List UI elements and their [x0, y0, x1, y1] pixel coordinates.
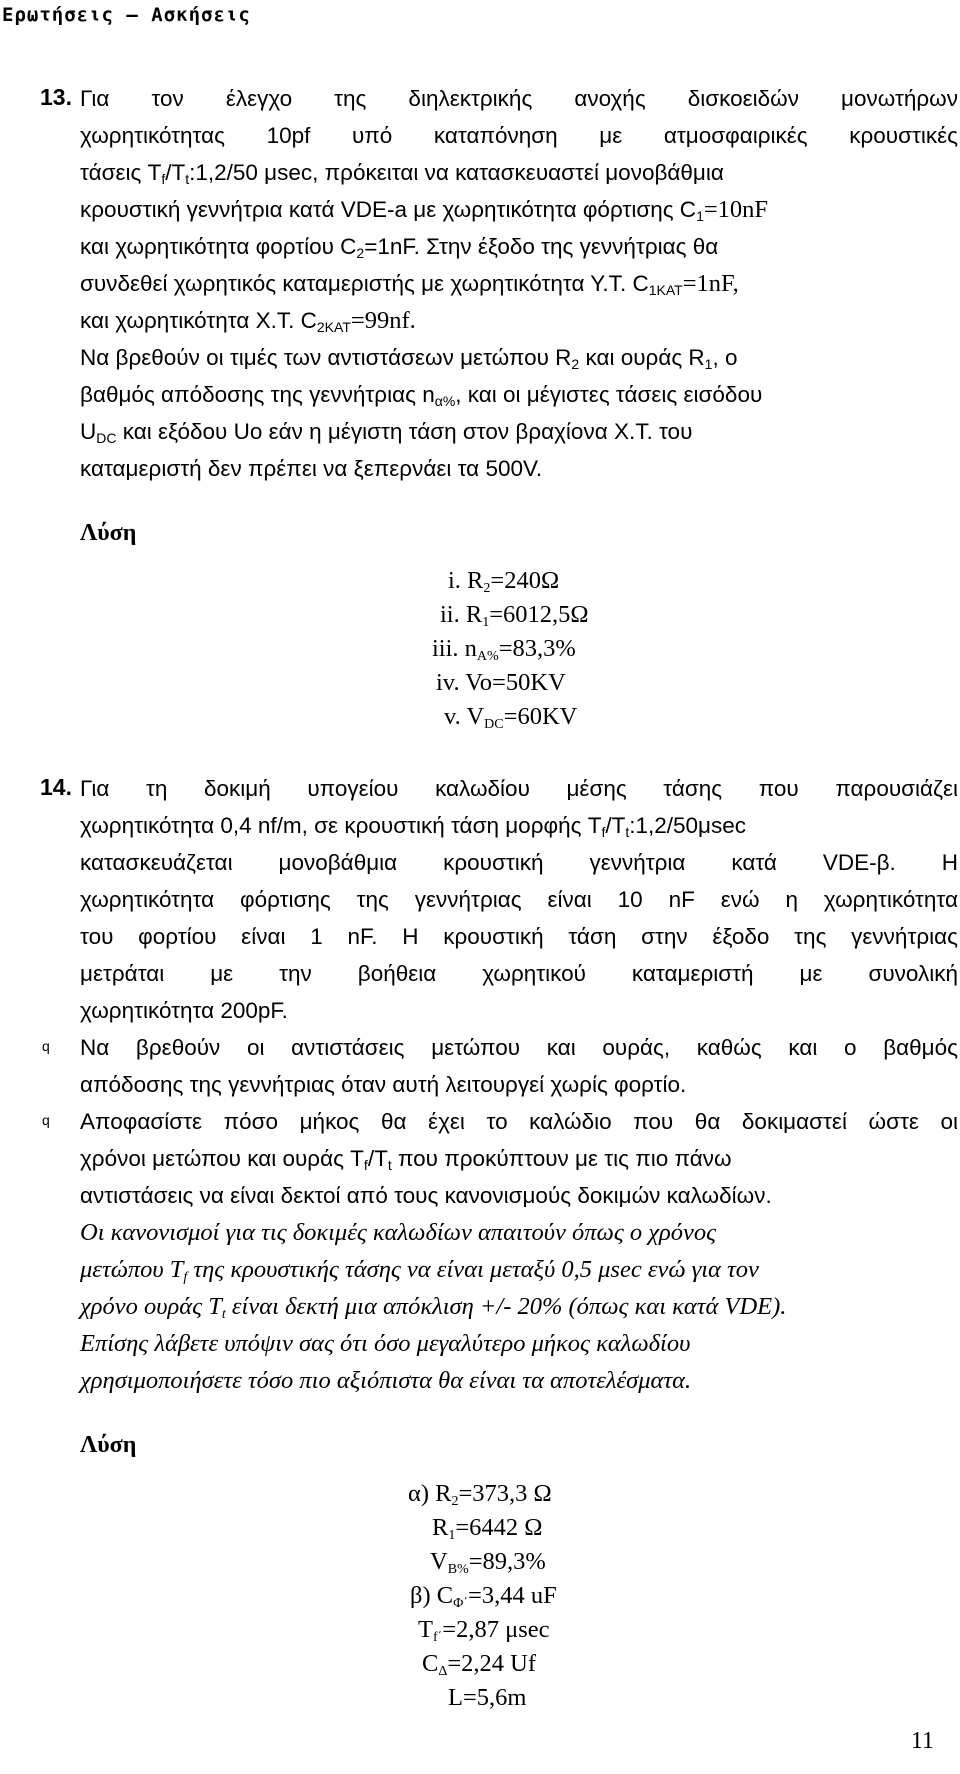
q14-answer-6: $C_\Delta=2,24$ Uf — [422, 1650, 537, 1679]
q14-bullet-2-line-1: Αποφασίστε πόσο μήκος θα έχει το καλώδιο που θα δοκιμαστεί ώστε οι — [80, 1109, 958, 1134]
q13-solution-heading: Λύση — [80, 520, 137, 546]
q14-line-7: χωρητικότητα 200pF. — [80, 998, 288, 1023]
q13-line-3: τάσεις $T_f/T_t:1,2/50$ μsec, πρόκειται να κατασκευαστεί μονοβάθμια — [80, 160, 724, 187]
question-14-number: 14. — [40, 774, 72, 800]
q13-line-11: καταμεριστή δεν πρέπει να ξεπερνάει τα 500V. — [80, 456, 543, 481]
q13-answer-5: v. $V_{DC}=60KV$ — [444, 703, 578, 732]
q14-note-line-1: Οι κανονισμοί για τις δοκιμές καλωδίων απαιτούν όπως ο χρόνος — [80, 1219, 717, 1246]
q14-line-4: χωρητικότητα φόρτισης της γεννήτριας είναι 10 nF ενώ η χωρητικότητα — [80, 887, 958, 912]
q13-line-5: και χωρητικότητα φορτίου $C_2=1nF$. Στην έξοδο της γεννήτριας θα — [80, 234, 719, 261]
q14-line-5: του φορτίου είναι 1 nF. Η κρουστική τάση στην έξοδο της γεννήτριας — [80, 924, 958, 949]
q14-note-line-4: Επίσης λάβετε υπόψιν σας ότι όσο μεγαλύτερο μήκος καλωδίου — [80, 1330, 691, 1357]
q14-solution-heading: Λύση — [80, 1432, 137, 1458]
q14-line-2: χωρητικότητα 0,4 nf/m, σε κρουστική τάση μορφής $T_f/T_t:1,2/50\mu\sec$ — [80, 813, 747, 840]
question-13-number: 13. — [40, 84, 72, 110]
q13-line-10: $U_{DC}$ και εξόδου Uo εάν η μέγιστη τάση στον βραχίονα Χ.Τ. του — [80, 419, 693, 446]
q14-line-6: μετράται με την βοήθεια χωρητικού καταμεριστή με συνολική — [80, 961, 958, 986]
q13-line-2: χωρητικότητας 10pf υπό καταπόνηση με ατμοσφαιρικές κρουστικές — [80, 123, 958, 148]
q13-line-4: κρουστική γεννήτρια κατά VDE-a με χωρητικότητα φόρτισης $C_1=10nF$ — [80, 196, 769, 224]
q14-answer-7: L=5,6m — [448, 1684, 527, 1711]
q14-note-line-2: μετώπου $T_f$ της κρουστικής τάσης να είναι μεταξύ 0,5 μsec ενώ για τον — [80, 1256, 759, 1285]
q14-line-1: Για τη δοκιμή υπογείου καλωδίου μέσης τάσης που παρουσιάζει — [80, 776, 958, 801]
page-number: 11 — [910, 1728, 934, 1754]
q13-line-6: συνδεθεί χωρητικός καταμεριστής με χωρητικότητα Υ.Τ. $C_{1KAT}=1nF$, — [80, 270, 739, 298]
q14-bullet-2-line-2: χρόνοι μετώπου και ουράς $T_f/T_t$ που προκύπτουν με τις πιο πάνω — [80, 1146, 732, 1173]
bullet-marker-2: q — [42, 1112, 50, 1128]
q13-line-9: βαθμός απόδοσης της γεννήτριας $n_{\alpha\%}$, και οι μέγιστες τάσεις εισόδου — [80, 382, 763, 409]
q13-answer-4: iv. Vo=50KV — [436, 669, 566, 696]
running-header: Ερωτήσεις – Ασκήσεις — [2, 4, 251, 26]
q14-bullet-1-line-1: Να βρεθούν οι αντιστάσεις μετώπου και ουράς, καθώς και ο βαθμός — [80, 1035, 958, 1060]
q14-bullet-1-line-2: απόδοσης της γεννήτριας όταν αυτή λειτουργεί χωρίς φορτίο. — [80, 1072, 687, 1097]
q14-answer-5: $T_{f΄}=2,87$ μsec — [418, 1616, 550, 1645]
q13-line-7: και χωρητικότητα Χ.Τ. $C_{2KAT}=99nf$. — [80, 307, 416, 335]
q13-line-1: Για τον έλεγχο της διηλεκτρικής ανοχής δισκοειδών μονωτήρων — [80, 86, 958, 111]
q14-note-line-5: χρησιμοποιήσετε τόσο πιο αξιόπιστα θα είναι τα αποτελέσματα. — [80, 1367, 692, 1394]
q14-line-3: κατασκευάζεται μονοβάθμια κρουστική γεννήτρια κατά VDE-β. Η — [80, 850, 958, 875]
bullet-marker-1: q — [42, 1038, 50, 1054]
q14-bullet-2-line-3: αντιστάσεις να είναι δεκτοί από τους κανονισμούς δοκιμών καλωδίων. — [80, 1183, 772, 1208]
q13-answer-2: ii. $R_1=6012,5\Omega$ — [440, 601, 589, 630]
q14-note-line-3: χρόνο ουράς $T_t$ είναι δεκτή μια απόκλιση +/- 20% (όπως και κατά VDE). — [80, 1293, 787, 1322]
q14-answer-4: β) $C_{\Phi΄}=3,44$ uF — [410, 1582, 557, 1611]
q13-answer-1: i. $R_2=240\Omega$ — [448, 567, 560, 596]
q13-line-8: Να βρεθούν οι τιμές των αντιστάσεων μετώπου $R_2$ και ουράς $R_1$, ο — [80, 345, 738, 372]
q14-answer-3: $V_{B\%}=89,3\%$ — [430, 1548, 546, 1577]
q14-answer-2: $R_1=6442$ Ω — [432, 1514, 543, 1543]
q14-answer-1: α) $R_2=373,3$ Ω — [408, 1480, 552, 1509]
q13-answer-3: iii. $n_{A\%}=83,3\%$ — [432, 635, 576, 664]
